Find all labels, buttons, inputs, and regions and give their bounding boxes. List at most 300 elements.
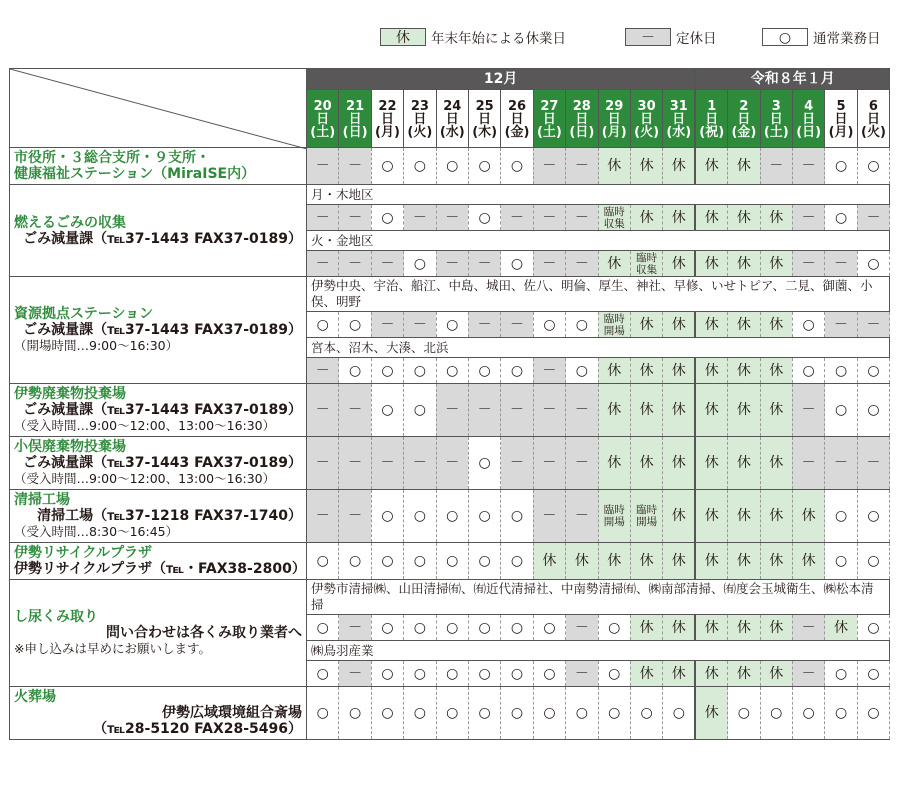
status-cell: ○ — [857, 148, 889, 185]
status-cell: ○ — [468, 358, 500, 384]
status-cell: 休 — [663, 384, 696, 437]
status-cell: 休 — [695, 312, 727, 338]
status-cell: ○ — [436, 615, 468, 641]
status-cell: ○ — [371, 384, 403, 437]
status-cell: 休 — [598, 251, 630, 277]
hours-note: ※申し込みは早めにお願いします。 — [14, 641, 211, 656]
status-cell: － — [533, 205, 565, 231]
status-cell: ○ — [307, 615, 339, 641]
district-label: ㈱鳥羽産業 — [307, 641, 890, 661]
department-contact-line2: （℡28-5120 FAX28-5496） — [93, 721, 302, 737]
status-cell: ○ — [371, 615, 403, 641]
status-cell: ○ — [533, 687, 565, 740]
status-cell: ○ — [468, 148, 500, 185]
status-cell: ○ — [404, 490, 436, 543]
status-cell: 休 — [728, 251, 760, 277]
status-cell: － — [436, 437, 468, 490]
status-cell: ○ — [371, 205, 403, 231]
status-cell: ○ — [404, 615, 436, 641]
status-cell — [598, 312, 630, 338]
status-cell: － — [307, 490, 339, 543]
status-cell: － — [371, 312, 403, 338]
status-cell: ○ — [825, 384, 857, 437]
facility-cell — [10, 148, 307, 185]
status-cell: － — [339, 615, 371, 641]
status-cell: － — [566, 661, 598, 687]
status-cell: 休 — [728, 205, 760, 231]
day-number: 26 — [507, 99, 527, 114]
status-cell: 休 — [695, 661, 727, 687]
status-cell: 休 — [663, 615, 696, 641]
status-cell: － — [468, 312, 500, 338]
status-cell: － — [371, 437, 403, 490]
department-contact: ごみ減量課（℡37-1443 FAX37-0189） — [23, 230, 302, 247]
facility-name: 伊勢廃棄物投棄場 — [14, 386, 126, 402]
status-cell: 休 — [695, 358, 727, 384]
status-cell: ○ — [371, 661, 403, 687]
status-cell: － — [501, 205, 533, 231]
status-cell: － — [792, 205, 824, 231]
status-cell: 休 — [760, 615, 792, 641]
status-cell: ○ — [598, 661, 630, 687]
status-cell: ○ — [468, 661, 500, 687]
status-cell: ○ — [371, 490, 403, 543]
legend-closed-swatch: － — [625, 28, 671, 46]
sub-label-row — [10, 580, 890, 615]
status-cell: － — [825, 437, 857, 490]
district-label: 月・木地区 — [307, 185, 890, 205]
status-cell: ○ — [307, 661, 339, 687]
status-cell: 休 — [598, 148, 630, 185]
department-contact: 伊勢リサイクルプラザ（℡・FAX38-2800） — [14, 561, 306, 577]
day-suffix: 日 — [802, 112, 816, 127]
day-suffix: 日 — [413, 112, 427, 127]
status-cell: ○ — [404, 687, 436, 740]
department-contact: ごみ減量課（℡37-1443 FAX37-0189） — [23, 322, 302, 338]
status-cell: － — [468, 251, 500, 277]
status-cell: 休 — [695, 148, 727, 185]
status-cell: 休 — [792, 490, 824, 543]
facility-cell — [10, 384, 307, 437]
day-suffix: 日 — [445, 112, 459, 127]
day-suffix: 日 — [737, 112, 751, 127]
status-cell: － — [533, 437, 565, 490]
day-number: 29 — [605, 99, 624, 114]
status-cell: 休 — [695, 490, 727, 543]
status-cell: 休 — [598, 384, 630, 437]
status-cell: 休 — [630, 312, 662, 338]
table-row — [10, 384, 890, 437]
status-cell: － — [825, 312, 857, 338]
status-cell: ○ — [566, 687, 598, 740]
corner-diagonal — [10, 69, 307, 149]
status-cell: ○ — [339, 312, 371, 338]
status-cell: ○ — [501, 148, 533, 185]
status-cell: 休 — [663, 661, 696, 687]
status-cell: ○ — [533, 661, 565, 687]
day-suffix: 日 — [478, 112, 492, 127]
status-cell: ○ — [371, 543, 403, 580]
status-cell: ○ — [533, 615, 565, 641]
day-header — [404, 90, 436, 148]
day-number: 30 — [637, 99, 656, 114]
weekday: (土) — [763, 125, 789, 140]
weekday: (土) — [310, 125, 336, 140]
legend-open-label: 通常業務日 — [813, 31, 881, 47]
day-number: 20 — [313, 99, 332, 114]
status-cell: 休 — [760, 251, 792, 277]
status-cell: 休 — [760, 543, 792, 580]
status-cell: 休 — [695, 205, 727, 231]
status-cell: ○ — [825, 687, 857, 740]
status-cell: 休 — [630, 437, 662, 490]
status-cell: ○ — [598, 687, 630, 740]
status-cell: ○ — [436, 543, 468, 580]
day-number: 4 — [804, 99, 814, 114]
weekday: (土) — [536, 125, 562, 140]
month-header-december: 12月 — [307, 69, 696, 90]
sub-label-row — [10, 277, 890, 312]
status-cell: ○ — [468, 615, 500, 641]
status-cell: ○ — [468, 543, 500, 580]
status-cell: － — [533, 148, 565, 185]
status-cell: － — [404, 312, 436, 338]
status-cell: 休 — [598, 358, 630, 384]
status-cell — [630, 251, 662, 277]
legend-open-swatch: ○ — [762, 28, 808, 46]
status-cell: ○ — [663, 687, 696, 740]
day-header — [468, 90, 500, 148]
status-cell: 休 — [663, 358, 696, 384]
facility-name: 燃えるごみの収集 — [14, 214, 126, 231]
status-cell: ○ — [404, 358, 436, 384]
day-number: 24 — [443, 99, 462, 114]
status-cell: － — [307, 251, 339, 277]
status-cell: － — [501, 312, 533, 338]
status-cell: － — [436, 251, 468, 277]
status-cell: ○ — [404, 661, 436, 687]
day-header — [663, 90, 696, 148]
status-cell: ○ — [468, 490, 500, 543]
weekday: (水) — [439, 125, 465, 140]
status-cell: ○ — [533, 312, 565, 338]
status-cell: ○ — [404, 148, 436, 185]
facility-name: し尿くみ取り — [14, 609, 98, 625]
day-header — [533, 90, 565, 148]
hours-note: （受入時間…8:30～16:45） — [14, 524, 179, 539]
status-cell: ○ — [857, 358, 889, 384]
status-cell: － — [371, 251, 403, 277]
facility-name: 火葬場 — [14, 689, 56, 705]
weekday: (火) — [634, 125, 660, 140]
weekday: (水) — [666, 125, 692, 140]
status-cell: ○ — [857, 615, 889, 641]
status-cell: － — [533, 490, 565, 543]
status-cell: ○ — [404, 384, 436, 437]
facility-cell — [10, 580, 307, 687]
table-row — [10, 437, 890, 490]
status-cell: 休 — [630, 615, 662, 641]
month-header-january: 令和８年１月 — [695, 69, 889, 90]
status-cell: 休 — [630, 205, 662, 231]
status-cell: 休 — [760, 312, 792, 338]
status-cell: 休 — [630, 148, 662, 185]
status-cell: 休 — [598, 543, 630, 580]
day-number: 2 — [739, 99, 749, 114]
day-suffix: 日 — [705, 112, 719, 127]
status-cell: ○ — [792, 312, 824, 338]
status-cell: － — [533, 358, 565, 384]
status-cell: ○ — [630, 687, 662, 740]
day-suffix: 日 — [316, 112, 330, 127]
status-cell: 休 — [760, 437, 792, 490]
day-suffix: 日 — [866, 112, 880, 127]
status-cell: 休 — [630, 543, 662, 580]
day-header — [630, 90, 662, 148]
district-label: 伊勢中央、宇治、船江、中島、城田、佐八、明倫、厚生、神社、早修、いせトピア、二見、御薗、小俣、明野 — [307, 277, 890, 312]
facility-name: 伊勢リサイクルプラザ — [14, 545, 153, 561]
status-text: 臨時開場 — [636, 504, 658, 528]
status-cell: ○ — [825, 205, 857, 231]
status-cell: － — [307, 205, 339, 231]
status-cell: 休 — [663, 490, 696, 543]
status-cell: ○ — [339, 358, 371, 384]
day-header — [857, 90, 889, 148]
status-cell: 休 — [728, 543, 760, 580]
status-cell: － — [307, 148, 339, 185]
status-cell: 休 — [728, 384, 760, 437]
day-suffix: 日 — [575, 112, 589, 127]
status-cell: 休 — [663, 312, 696, 338]
weekday: (金) — [731, 125, 757, 140]
weekday: (日) — [569, 125, 595, 140]
district-label: 伊勢市清掃㈱、山田清掃㈲、㈲近代清掃社、中南勢清掃㈲、㈱南部清掃、㈲度会玉城衛生、㈱松本清掃 — [307, 580, 890, 615]
status-cell: ○ — [468, 205, 500, 231]
status-cell: ○ — [792, 358, 824, 384]
status-cell: ○ — [501, 661, 533, 687]
status-cell: 休 — [728, 358, 760, 384]
facility-cell — [10, 490, 307, 543]
department-contact: 清掃工場（℡37-1218 FAX37-1740） — [37, 508, 302, 524]
day-number: 23 — [410, 99, 429, 114]
status-cell: － — [792, 251, 824, 277]
day-header — [728, 90, 760, 148]
legend-closed — [625, 26, 717, 48]
status-cell: ○ — [501, 490, 533, 543]
department-contact: 問い合わせは各くみ取り業者へ — [106, 625, 302, 641]
status-cell: ○ — [371, 148, 403, 185]
status-cell: ○ — [501, 687, 533, 740]
day-number: 21 — [346, 99, 365, 114]
status-cell: ○ — [307, 687, 339, 740]
status-cell: 休 — [760, 358, 792, 384]
status-cell: － — [307, 437, 339, 490]
facility-name: 小俣廃棄物投棄場 — [14, 439, 126, 455]
weekday: (月) — [601, 125, 627, 140]
day-header — [566, 90, 598, 148]
status-cell: 休 — [760, 205, 792, 231]
status-cell: ○ — [436, 148, 468, 185]
status-cell: ○ — [404, 251, 436, 277]
day-suffix: 日 — [834, 112, 848, 127]
weekday: (日) — [342, 125, 368, 140]
legend — [0, 26, 900, 48]
day-number: 25 — [475, 99, 494, 114]
status-cell: 休 — [533, 543, 565, 580]
status-cell: － — [339, 437, 371, 490]
day-number: 1 — [707, 99, 717, 114]
status-cell: ○ — [501, 543, 533, 580]
status-cell: 休 — [760, 661, 792, 687]
day-suffix: 日 — [672, 112, 686, 127]
status-cell: － — [436, 205, 468, 231]
status-cell: 休 — [695, 687, 727, 740]
day-number: 6 — [868, 99, 878, 114]
weekday: (月) — [828, 125, 854, 140]
district-label: 宮本、沼木、大湊、北浜 — [307, 338, 890, 358]
legend-holiday-label: 年末年始による休業日 — [431, 31, 566, 47]
status-cell: － — [436, 384, 468, 437]
status-text: 臨時収集 — [603, 205, 625, 230]
status-cell: ○ — [566, 358, 598, 384]
status-cell: － — [792, 148, 824, 185]
status-cell: － — [857, 312, 889, 338]
status-cell: － — [760, 148, 792, 185]
status-cell: ○ — [825, 661, 857, 687]
weekday: (木) — [472, 125, 498, 140]
status-cell: 休 — [663, 543, 696, 580]
facility-cell — [10, 437, 307, 490]
status-cell: ○ — [825, 148, 857, 185]
status-cell: ○ — [857, 490, 889, 543]
status-cell: 休 — [663, 437, 696, 490]
day-header — [695, 90, 727, 148]
status-cell: ○ — [825, 490, 857, 543]
status-cell: ○ — [825, 543, 857, 580]
status-cell: 休 — [566, 543, 598, 580]
status-cell: ○ — [501, 251, 533, 277]
facility-name-line2: 健康福祉ステーション（MiraISE内） — [14, 166, 256, 182]
day-suffix: 日 — [510, 112, 524, 127]
district-label: 火・金地区 — [307, 231, 890, 251]
status-cell: － — [566, 251, 598, 277]
status-cell: 休 — [663, 148, 696, 185]
status-cell: 休 — [728, 148, 760, 185]
status-cell: ○ — [404, 543, 436, 580]
status-cell: － — [825, 251, 857, 277]
status-cell: ○ — [566, 312, 598, 338]
table-corner — [10, 69, 307, 148]
status-cell: － — [566, 437, 598, 490]
weekday: (祝) — [699, 125, 725, 140]
status-cell: － — [404, 437, 436, 490]
weekday: (火) — [861, 125, 886, 140]
day-number: 31 — [669, 99, 688, 114]
hours-note: （受入時間…9:00～12:00、13:00～16:30） — [14, 418, 276, 433]
status-cell: － — [533, 251, 565, 277]
table-row — [10, 490, 890, 543]
status-cell: － — [792, 437, 824, 490]
status-cell: ○ — [760, 687, 792, 740]
status-cell: ○ — [339, 687, 371, 740]
status-cell: ○ — [436, 490, 468, 543]
status-cell: 休 — [695, 543, 727, 580]
status-cell: ○ — [307, 543, 339, 580]
weekday: (日) — [796, 125, 822, 140]
facility-name: 市役所・３総合支所・９支所・ — [14, 150, 210, 166]
status-cell: － — [501, 437, 533, 490]
status-cell: ○ — [468, 437, 500, 490]
status-cell: 休 — [663, 251, 696, 277]
status-cell — [598, 205, 630, 231]
status-cell: ○ — [339, 543, 371, 580]
status-cell: － — [404, 205, 436, 231]
department-contact: ごみ減量課（℡37-1443 FAX37-0189） — [23, 402, 302, 418]
status-cell: 休 — [663, 205, 696, 231]
day-header — [307, 90, 339, 148]
status-cell: － — [339, 384, 371, 437]
status-cell: 休 — [760, 490, 792, 543]
status-cell — [598, 490, 630, 543]
status-cell: ○ — [371, 358, 403, 384]
facility-name: 清掃工場 — [14, 492, 70, 508]
table-row — [10, 687, 890, 740]
table-row — [10, 543, 890, 580]
day-header — [339, 90, 371, 148]
status-text: 臨時開場 — [603, 504, 625, 528]
status-cell: 休 — [728, 490, 760, 543]
day-suffix: 日 — [542, 112, 556, 127]
status-cell: 休 — [825, 615, 857, 641]
day-number: 28 — [572, 99, 591, 114]
status-cell: － — [857, 437, 889, 490]
status-cell: 休 — [598, 437, 630, 490]
status-cell: － — [857, 205, 889, 231]
status-cell: － — [501, 384, 533, 437]
status-cell: ○ — [857, 251, 889, 277]
legend-closed-label: 定休日 — [676, 31, 717, 47]
day-number: 5 — [836, 99, 846, 114]
status-cell: 休 — [630, 358, 662, 384]
day-header — [825, 90, 857, 148]
facility-cell — [10, 543, 307, 580]
status-cell: ○ — [825, 358, 857, 384]
day-header — [436, 90, 468, 148]
facility-cell — [10, 687, 307, 740]
status-cell: ○ — [468, 687, 500, 740]
facility-cell — [10, 185, 307, 277]
weekday: (月) — [375, 125, 400, 140]
department-contact: 伊勢広域環境組合斎場 — [162, 705, 302, 721]
status-cell: ○ — [307, 312, 339, 338]
status-cell: ○ — [857, 661, 889, 687]
status-cell: － — [307, 384, 339, 437]
status-cell: － — [468, 384, 500, 437]
status-cell: ○ — [501, 615, 533, 641]
status-cell: － — [339, 251, 371, 277]
status-cell: ○ — [857, 543, 889, 580]
day-suffix: 日 — [769, 112, 783, 127]
status-cell: － — [792, 384, 824, 437]
schedule-table — [9, 68, 890, 740]
status-cell: 休 — [728, 437, 760, 490]
status-text: 臨時開場 — [603, 312, 625, 337]
status-cell: 休 — [728, 661, 760, 687]
status-cell: ○ — [436, 312, 468, 338]
day-suffix: 日 — [640, 112, 654, 127]
status-cell: 休 — [728, 312, 760, 338]
day-header — [501, 90, 533, 148]
